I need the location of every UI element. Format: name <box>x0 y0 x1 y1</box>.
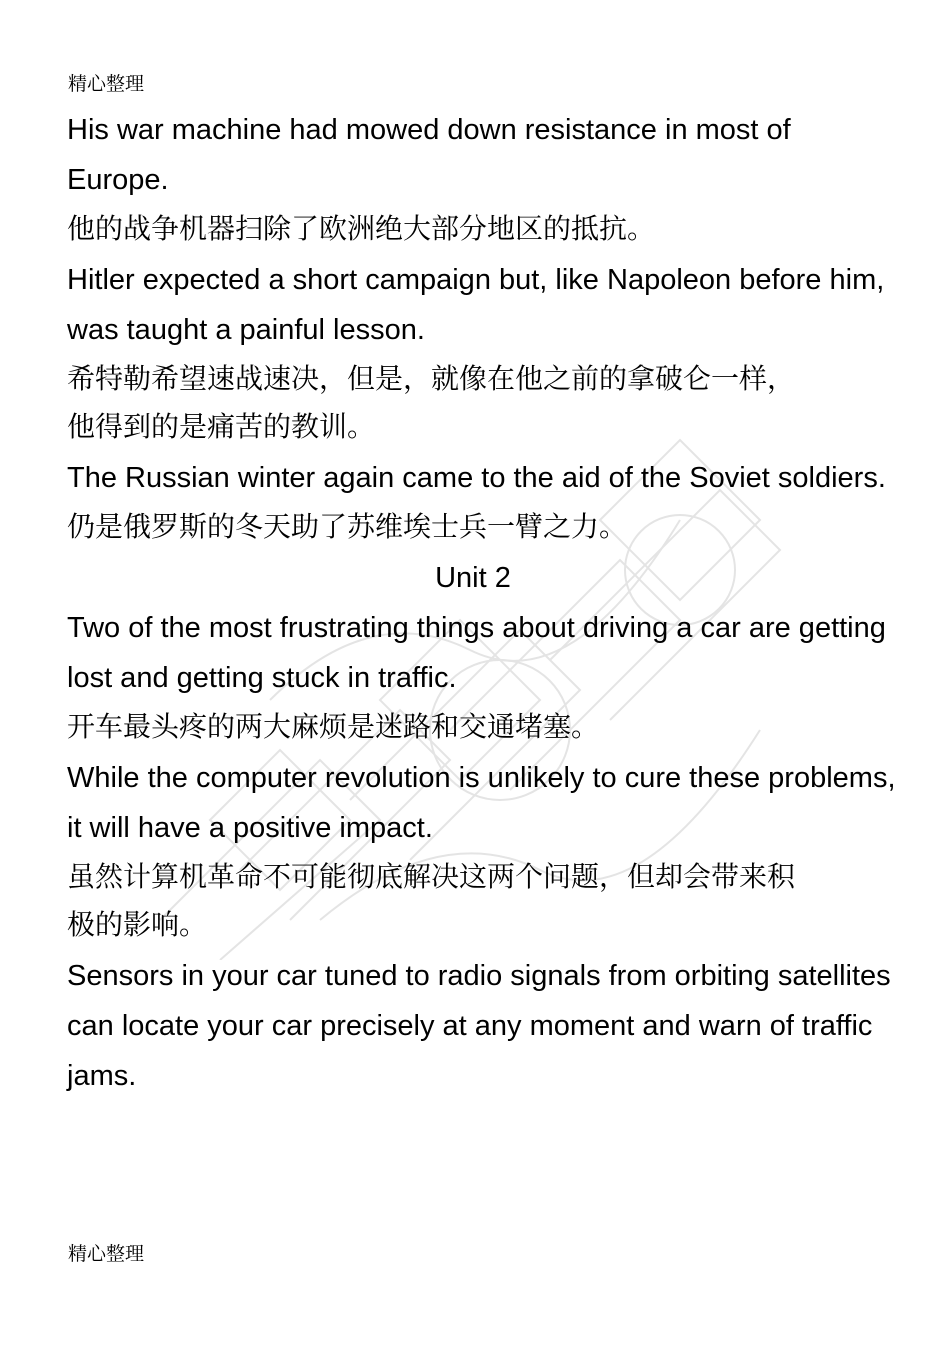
unit-heading: Unit 2 <box>435 562 511 594</box>
english-sentence: Hitler expected a short campaign but, like Napoleon before him, was taught a painful lesson. <box>67 264 885 346</box>
page-header-label: 精心整理 <box>68 73 145 95</box>
chinese-translation: 仍是俄罗斯的冬天助了苏维埃士兵一臂之力。 <box>67 510 628 543</box>
chinese-translation: 虽然计算机革命不可能彻底解决这两个问题，但却会带来积极的影响。 <box>67 860 796 941</box>
english-sentence: His war machine had mowed down resistance in most of Europe. <box>67 114 791 196</box>
document-body <box>67 105 897 1101</box>
english-sentence: While the computer revolution is unlikely to cure these problems, it will have a positive impact. <box>67 762 896 844</box>
english-sentence: Two of the most frustrating things about driving a car are getting lost and getting stuck in traffic. <box>67 612 886 694</box>
chinese-translation: 开车最头疼的两大麻烦是迷路和交通堵塞。 <box>67 710 600 743</box>
chinese-translation: 希特勒希望速战速决，但是，就像在他之前的拿破仑一样，他得到的是痛苦的教训。 <box>67 362 796 443</box>
page-footer-label: 精心整理 <box>68 1243 145 1265</box>
english-sentence: The Russian winter again came to the aid of the Soviet soldiers. <box>67 462 886 494</box>
english-sentence: Sensors in your car tuned to radio signals from orbiting satellites can locate your car precisely at any moment and warn of traffic jams. <box>67 960 891 1092</box>
chinese-translation: 他的战争机器扫除了欧洲绝大部分地区的抵抗。 <box>67 212 656 245</box>
